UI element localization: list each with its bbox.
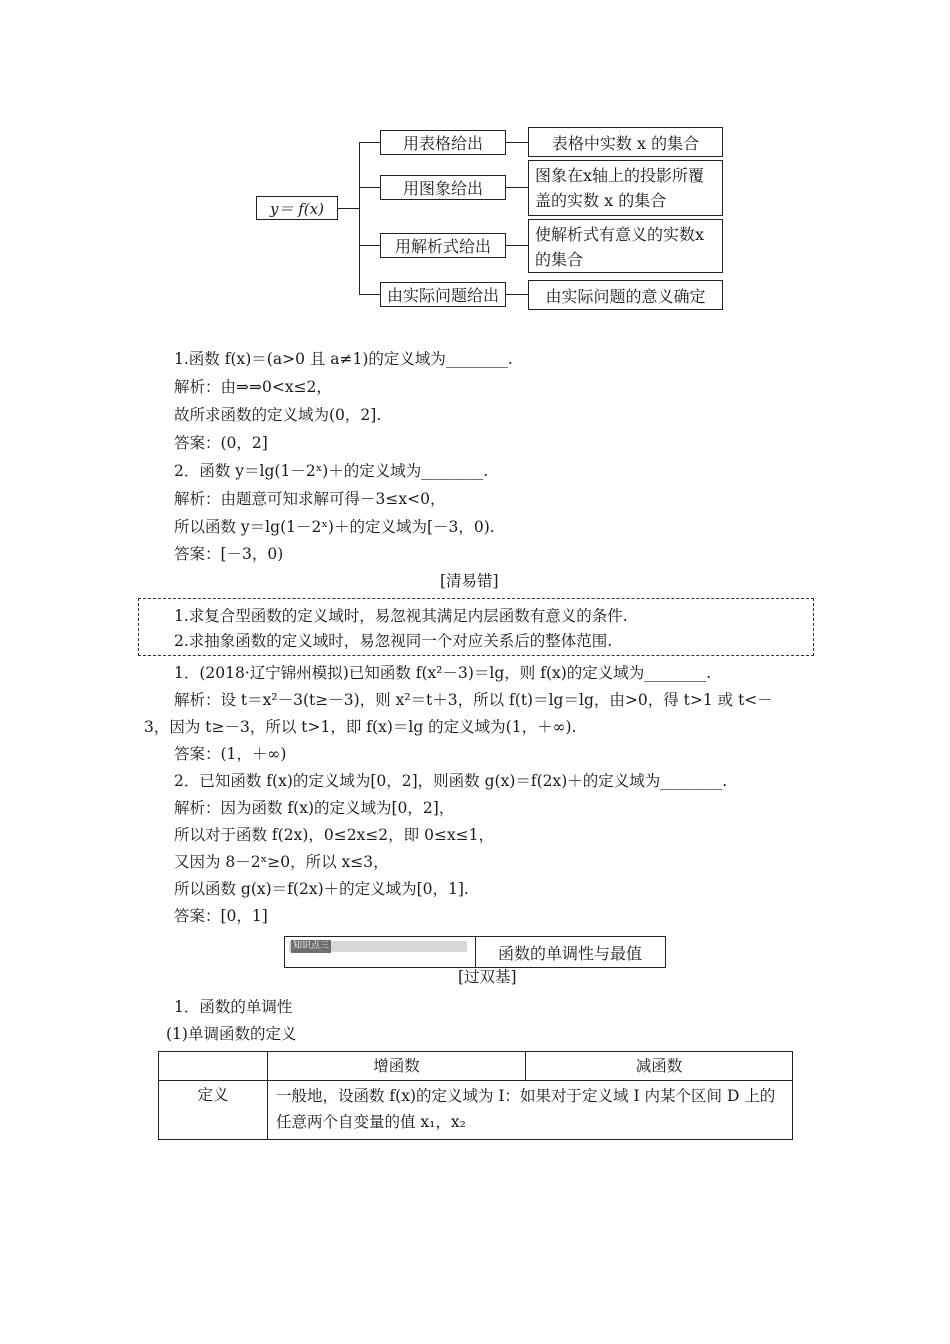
connector	[338, 208, 360, 209]
row-label: 定义	[159, 1081, 268, 1140]
connector	[506, 187, 528, 188]
section-badge: 知识点三	[293, 941, 330, 951]
method-graph-box: 用图象给出	[380, 175, 506, 200]
result-formula-box: 使解析式有意义的实数x的集合	[528, 219, 723, 273]
answer: 答案：[0，1]	[174, 907, 268, 925]
text-line: 解析：由⇒⇒0<x≤2，	[174, 378, 332, 396]
result-practical-box: 由实际问题的意义确定	[528, 280, 723, 310]
clear-mistake-item: 2.求抽象函数的定义域时，易忽视同一个对应关系后的整体范围.	[174, 632, 613, 650]
table-row	[159, 1052, 793, 1081]
connector	[506, 245, 528, 246]
text-line: 解析：由题意可知求解可得－3≤x<0，	[174, 490, 446, 508]
text-line: 故所求函数的定义域为(0，2].	[174, 406, 382, 424]
question: 2．已知函数 f(x)的定义域为[0，2]，则函数 g(x)＝f(2x)＋的定义域为________.	[174, 772, 728, 790]
analysis: 所以对于函数 f(2x)，0≤2x≤2，即 0≤x≤1，	[174, 826, 495, 844]
connector	[359, 294, 380, 295]
section-header	[284, 936, 666, 968]
question: 1．(2018·辽宁锦州模拟)已知函数 f(x²－3)＝lg，则 f(x)的定义域为________.	[174, 664, 712, 682]
heading: 1．函数的单调性	[174, 998, 293, 1016]
analysis: 3，因为 t≥－3，所以 t>1，即 f(x)＝lg 的定义域为(1，＋∞).	[144, 718, 577, 736]
connector	[506, 294, 528, 295]
table-header-cell: 减函数	[526, 1052, 793, 1081]
section-title: 函数的单调性与最值	[497, 943, 642, 963]
table-row	[159, 1081, 793, 1140]
text-line: 答案：[－3，0)	[174, 545, 284, 563]
connector	[359, 187, 380, 188]
method-table-box: 用表格给出	[380, 130, 506, 155]
analysis: 所以函数 g(x)＝f(2x)＋的定义域为[0，1].	[174, 880, 469, 898]
method-practical-box: 由实际问题给出	[380, 282, 506, 307]
analysis: 解析：因为函数 f(x)的定义域为[0，2]，	[174, 799, 455, 817]
table-header-cell: 增函数	[268, 1052, 526, 1081]
diagram-root: y＝ f(x)	[256, 196, 338, 220]
result-graph-box: 图象在x轴上的投影所覆盖的实数 x 的集合	[528, 160, 723, 216]
text-line: 2．函数 y＝lg(1－2ˣ)＋的定义域为________.	[174, 462, 489, 480]
text-line: 所以函数 y＝lg(1－2ˣ)＋的定义域为[－3，0).	[174, 518, 495, 536]
connector	[359, 245, 380, 246]
connector	[359, 142, 380, 143]
result-table-box: 表格中实数 x 的集合	[528, 127, 723, 157]
definition-cell: 一般地，设函数 f(x)的定义域为 I：如果对于定义域 I 内某个区间 D 上的任意两个自变量的值 x₁，x₂	[268, 1081, 793, 1140]
clear-mistake-item: 1.求复合型函数的定义域时，易忽视其满足内层函数有意义的条件.	[174, 607, 628, 625]
text-line: 答案：(0，2]	[174, 434, 268, 452]
connector	[506, 142, 528, 143]
subheading: (1)单调函数的定义	[166, 1025, 297, 1043]
clear-mistakes-title: [清易错]	[440, 572, 499, 590]
text-line: 1.函数 f(x)＝(a>0 且 a≠1)的定义域为________.	[174, 350, 513, 368]
method-formula-box: 用解析式给出	[380, 233, 506, 258]
connector	[359, 142, 360, 294]
section-sub: [过双基]	[458, 968, 517, 986]
answer: 答案：(1，＋∞)	[174, 745, 287, 763]
analysis: 解析：设 t＝x²－3(t≥－3)，则 x²＝t＋3，所以 f(t)＝lg＝lg，由>0，得 t>1 或 t<－	[174, 691, 773, 709]
monotonic-table	[158, 1051, 793, 1140]
table-header-cell	[159, 1052, 268, 1081]
analysis: 又因为 8－2ˣ≥0，所以 x≤3，	[174, 853, 389, 871]
